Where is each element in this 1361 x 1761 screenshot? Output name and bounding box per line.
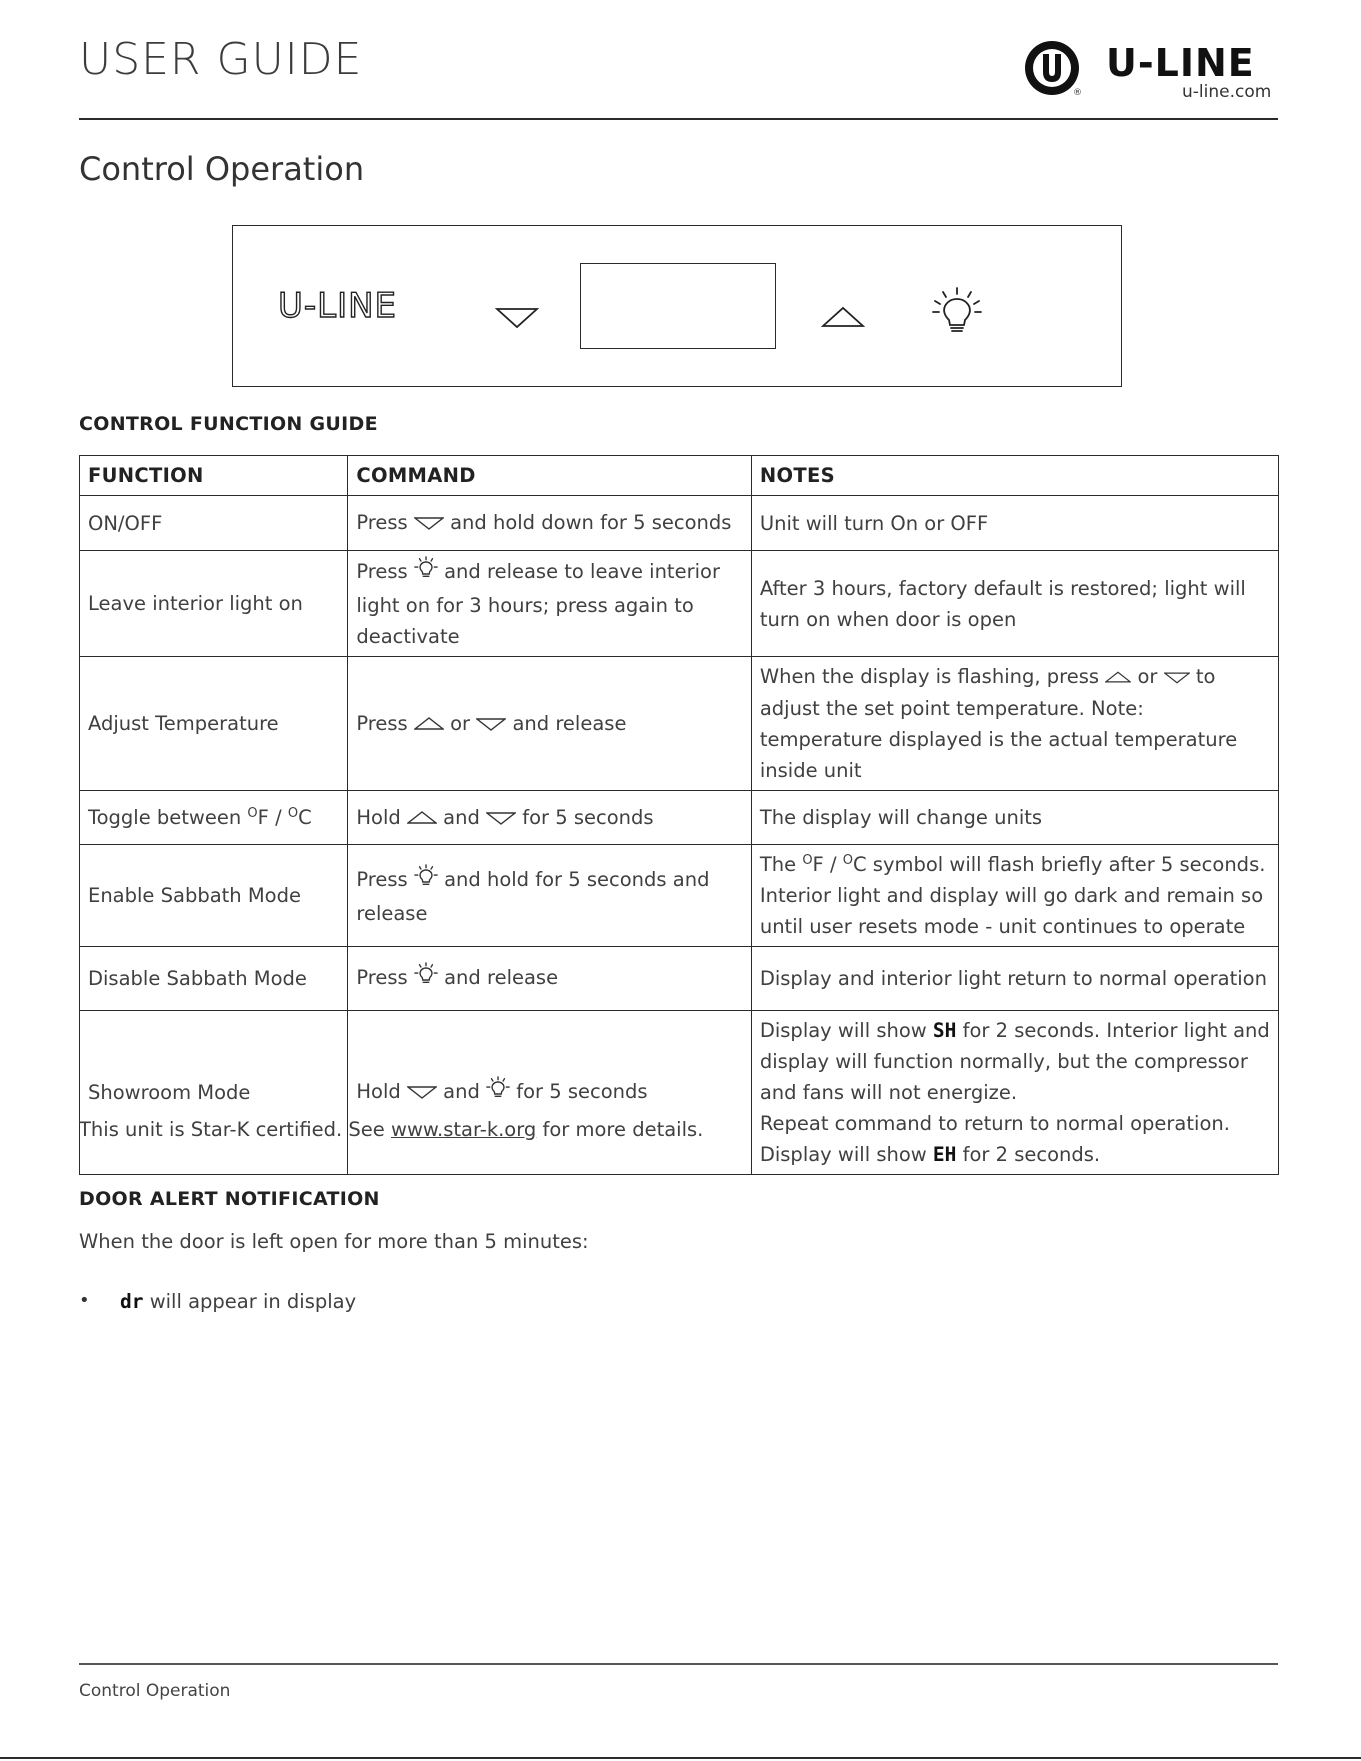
notes-cell <box>751 657 1278 791</box>
function-cell: Disable Sabbath Mode <box>80 947 348 1011</box>
table-row <box>80 551 1279 657</box>
notes-cell: Unit will turn On or OFF <box>751 496 1278 551</box>
notes-cell: After 3 hours, factory default is restored; light will turn on when door is open <box>751 551 1278 657</box>
table-row <box>80 657 1279 791</box>
function-text: F / <box>257 806 288 829</box>
notes-text: Display will show <box>759 1143 927 1166</box>
down-arrow-icon <box>407 1077 437 1108</box>
star-k-text: for more details. <box>536 1118 704 1141</box>
footer-divider <box>79 1663 1278 1665</box>
notes-text: F / <box>812 853 843 876</box>
section-title: Control Operation <box>79 150 365 188</box>
command-cell <box>348 845 751 947</box>
display-code-eh: EH <box>932 1143 957 1166</box>
light-icon <box>486 1075 510 1110</box>
up-arrow-icon <box>1105 662 1131 693</box>
degree-mark: O <box>287 806 299 821</box>
logo-wordmark: U-LINE <box>1106 41 1255 85</box>
notes-text: Repeat command to return to normal operation. <box>759 1112 1230 1135</box>
command-text: and release <box>512 711 627 735</box>
table-row <box>80 791 1279 845</box>
command-text: Press <box>356 511 408 534</box>
door-alert-intro: When the door is left open for more than 5 minutes: <box>79 1230 589 1253</box>
control-function-table <box>79 455 1279 1175</box>
table-row <box>80 845 1279 947</box>
star-k-text: This unit is Star-K certified. See <box>79 1118 391 1141</box>
command-text: and release to leave interior light on for 3 hours; press again to deactivate <box>356 560 720 648</box>
header-divider <box>79 118 1278 120</box>
notes-text: or <box>1137 665 1158 688</box>
light-icon <box>414 863 438 898</box>
function-cell <box>80 791 348 845</box>
function-cell: Enable Sabbath Mode <box>80 845 348 947</box>
footer-section-label: Control Operation <box>79 1681 231 1701</box>
command-text: and <box>443 805 480 829</box>
notes-cell: Display and interior light return to normal operation <box>751 947 1278 1011</box>
notes-cell <box>751 1011 1278 1175</box>
down-arrow-icon <box>476 709 506 740</box>
svg-text:®: ® <box>1073 88 1082 98</box>
command-cell <box>348 496 751 551</box>
column-header-notes: NOTES <box>751 456 1278 496</box>
panel-light-icon[interactable] <box>931 286 983 338</box>
notes-cell <box>751 845 1278 947</box>
table-row <box>80 496 1279 551</box>
star-k-note <box>79 1118 703 1141</box>
function-cell: Leave interior light on <box>80 551 348 657</box>
down-arrow-icon <box>1164 662 1190 693</box>
panel-down-arrow-icon[interactable] <box>495 306 539 330</box>
command-cell <box>348 947 751 1011</box>
light-icon <box>414 961 438 996</box>
command-text: Press <box>356 867 408 891</box>
control-function-guide-heading: CONTROL FUNCTION GUIDE <box>79 413 378 435</box>
function-cell: ON/OFF <box>80 496 348 551</box>
door-alert-bullet <box>120 1290 356 1313</box>
control-panel-illustration <box>232 225 1122 387</box>
notes-text: to adjust the set point temperature. Note: temperature displayed is the actual temperature inside unit <box>759 665 1238 782</box>
header-url: u-line.com <box>1182 82 1272 102</box>
notes-text: for 2 seconds. <box>962 1143 1101 1166</box>
down-arrow-icon <box>414 508 444 539</box>
command-cell <box>348 657 751 791</box>
command-text: Press <box>356 966 408 989</box>
panel-up-arrow-icon[interactable] <box>821 305 865 329</box>
notes-text: Display will show <box>759 1019 927 1042</box>
command-text: Press <box>356 560 408 583</box>
column-header-function: FUNCTION <box>80 456 348 496</box>
light-icon <box>414 555 438 590</box>
command-text: and hold for 5 seconds and release <box>356 867 710 925</box>
notes-text: C symbol will flash briefly after 5 seconds. Interior light and display will go dark and remain so until user resets mode - unit continues to operate <box>759 853 1266 938</box>
function-cell: Showroom Mode <box>80 1011 348 1175</box>
up-arrow-icon <box>414 709 444 740</box>
display-code-dr: dr <box>120 1290 144 1313</box>
command-cell <box>348 791 751 845</box>
column-header-command: COMMAND <box>348 456 751 496</box>
display-code-sh: SH <box>932 1019 957 1042</box>
notes-text: When the display is flashing, press <box>759 665 1100 688</box>
panel-display-window <box>580 263 776 349</box>
down-arrow-icon <box>486 803 516 834</box>
command-text: Hold <box>356 1080 401 1103</box>
function-text: Toggle between <box>88 806 248 829</box>
degree-mark: O <box>842 853 853 868</box>
command-text: and <box>443 1080 480 1103</box>
notes-text: for 2 seconds. Interior light and display will function normally, but the compressor and fans will not energize. <box>759 1019 1270 1104</box>
command-cell <box>348 1011 751 1175</box>
command-text: for 5 seconds <box>516 1080 648 1103</box>
notes-cell: The display will change units <box>751 791 1278 845</box>
panel-brand-logo <box>278 286 428 326</box>
command-cell <box>348 551 751 657</box>
page-bottom-border <box>0 1757 1361 1759</box>
table-row <box>80 1011 1279 1175</box>
up-arrow-icon <box>407 803 437 834</box>
degree-mark: O <box>802 853 813 868</box>
function-text: C <box>298 806 312 829</box>
command-text: Hold <box>356 805 401 829</box>
door-alert-heading: DOOR ALERT NOTIFICATION <box>79 1188 380 1210</box>
function-cell: Adjust Temperature <box>80 657 348 791</box>
star-k-link[interactable]: www.star-k.org <box>391 1118 537 1141</box>
notes-text: The <box>759 853 803 876</box>
command-text: or <box>450 711 471 735</box>
bullet-marker: • <box>79 1290 90 1311</box>
panel-brand-text: U-LINE <box>278 286 398 326</box>
command-text: and release <box>444 966 559 989</box>
degree-mark: O <box>247 806 258 821</box>
command-text: for 5 seconds <box>522 805 654 829</box>
command-text: Press <box>356 711 408 735</box>
door-alert-bullet-text: will appear in display <box>149 1290 357 1313</box>
table-row <box>80 947 1279 1011</box>
page-header-title: USER GUIDE <box>79 34 363 85</box>
table-header-row <box>80 456 1279 496</box>
command-text: and hold down for 5 seconds <box>450 511 732 534</box>
